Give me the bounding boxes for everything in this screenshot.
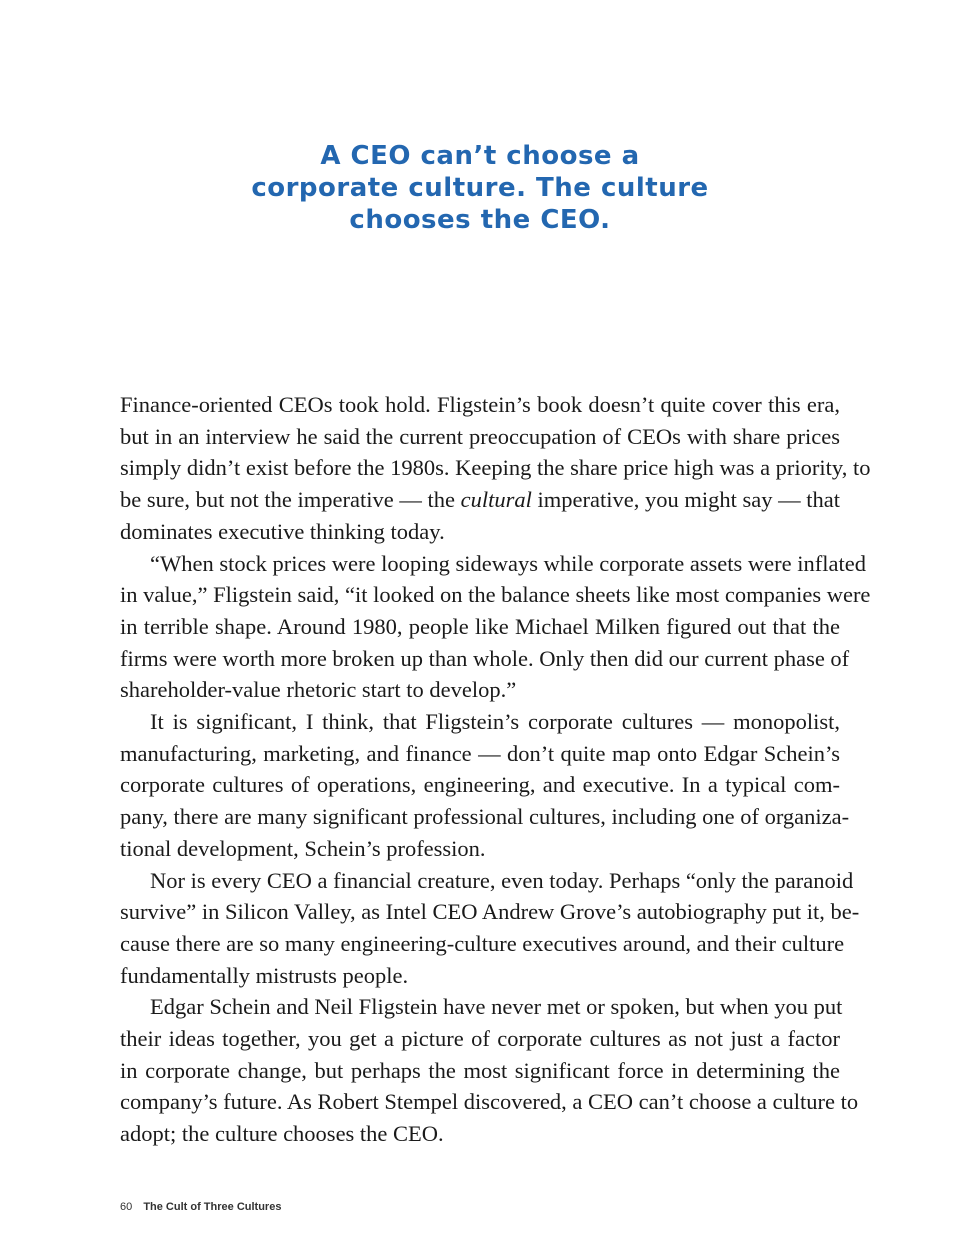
text-line: tional development, Schein’s profession. xyxy=(120,835,486,861)
body-text xyxy=(120,389,871,1150)
text-segment: imperative, you might say — that xyxy=(537,487,841,513)
text-line: dominates executive thinking today. xyxy=(120,518,445,544)
text-line: in value,” Fligstein said, “it looked on the balance sheets like most companies were xyxy=(120,582,871,608)
text-line: simply didn’t exist before the 1980s. Keeping the share price high was a priority, to xyxy=(120,455,871,481)
pull-quote xyxy=(150,140,810,236)
page-number: 60 xyxy=(120,1201,133,1213)
text-line: “When stock prices were looping sideways while corporate assets were inflated xyxy=(150,550,866,576)
pull-quote-line: A CEO can’t choose a xyxy=(320,141,640,171)
running-title: The Cult of Three Cultures xyxy=(143,1201,282,1213)
text-line: shareholder-value rhetoric start to develop.” xyxy=(120,677,517,703)
text-line: adopt; the culture chooses the CEO. xyxy=(120,1121,444,1147)
paragraph xyxy=(120,389,871,548)
text-line: pany, there are many significant professional cultures, including one of organiza- xyxy=(120,804,850,830)
paragraph xyxy=(120,706,850,865)
italic-word: cultural xyxy=(460,487,532,513)
page-footer xyxy=(120,1201,281,1213)
paragraph xyxy=(120,865,860,992)
text-line: in corporate change, but perhaps the most significant force in determining the xyxy=(120,1057,840,1083)
text-line: fundamentally mistrusts people. xyxy=(120,962,409,988)
text-line: firms were worth more broken up than whole. Only then did our current phase of xyxy=(120,645,850,671)
text-line: Edgar Schein and Neil Fligstein have never met or spoken, but when you put xyxy=(150,994,843,1020)
paragraph xyxy=(120,991,859,1150)
text-line: manufacturing, marketing, and finance — don’t quite map onto Edgar Schein’s xyxy=(120,740,840,766)
text-line: but in an interview he said the current preoccupation of CEOs with share prices xyxy=(120,423,840,449)
pull-quote-line: chooses the CEO. xyxy=(349,205,611,235)
text-line: their ideas together, you get a picture of corporate cultures as not just a factor xyxy=(120,1026,840,1052)
text-line: company’s future. As Robert Stempel discovered, a CEO can’t choose a culture to xyxy=(120,1089,859,1115)
text-line: corporate cultures of operations, engineering, and executive. In a typical com- xyxy=(120,772,840,798)
paragraph xyxy=(120,548,871,707)
text-line: It is significant, I think, that Fligstein’s corporate cultures — monopolist, xyxy=(150,709,840,735)
text-segment: be sure, but not the imperative — the xyxy=(120,487,455,513)
text-line: survive” in Silicon Valley, as Intel CEO Andrew Grove’s autobiography put it, be- xyxy=(120,899,860,925)
text-line xyxy=(120,484,840,516)
pull-quote-line: corporate culture. The culture xyxy=(251,173,709,203)
text-line: cause there are so many engineering-culture executives around, and their culture xyxy=(120,930,845,956)
text-line: Nor is every CEO a financial creature, even today. Perhaps “only the paranoid xyxy=(150,867,854,893)
text-line: Finance-oriented CEOs took hold. Fligstein’s book doesn’t quite cover this era, xyxy=(120,392,840,417)
text-line: in terrible shape. Around 1980, people like Michael Milken figured out that the xyxy=(120,613,840,639)
